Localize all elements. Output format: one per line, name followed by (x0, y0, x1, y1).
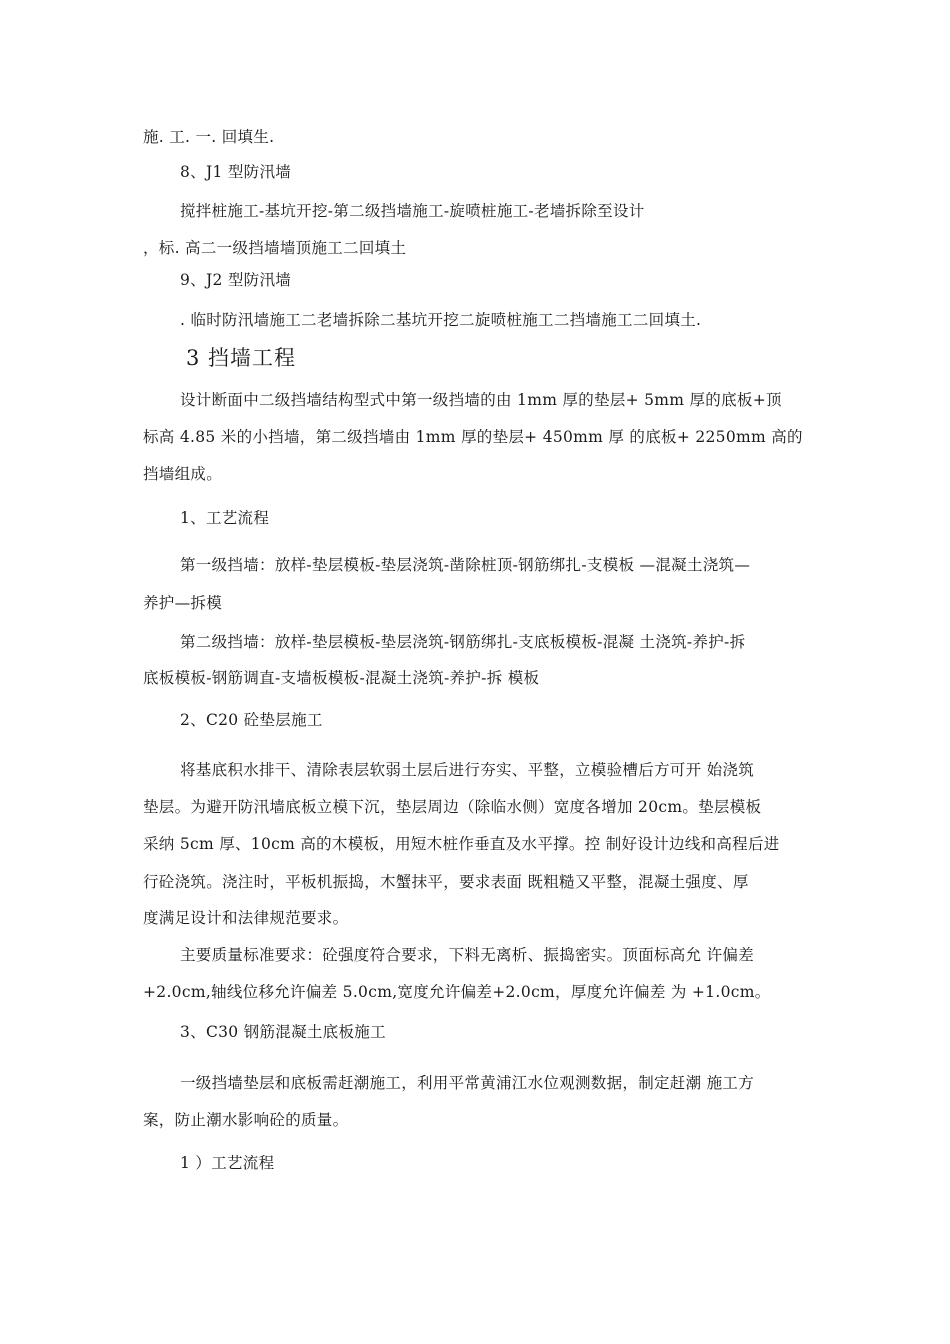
subsection-title: 1、工艺流程 (180, 509, 270, 527)
text-line: 垫层。为避开防汛墙底板立模下沉，垫层周边（除临水侧）宽度各增加 20cm。垫层模板 (143, 798, 762, 816)
text-line: 采纳 5cm 厚、10cm 高的木模板，用短木桩作垂直及水平撑。控 制好设计边线和高程后进 (143, 835, 780, 853)
text-line: 底板模板-钢筋调直-支墙板模板-混凝土浇筑-养护-拆 模板 (143, 669, 540, 687)
section-9-title: 9、J2 型防汛墙 (180, 271, 292, 289)
subsection-title: 2、C20 砼垫层施工 (180, 711, 323, 729)
text-line: 度满足设计和法律规范要求。 (143, 909, 349, 927)
section-heading: 3 挡墙工程 (186, 346, 297, 370)
text-line: ，标. 高二一级挡墙墙顶施工二回填土 (143, 239, 407, 257)
text-line: 案，防止潮水影响砼的质量。 (143, 1111, 349, 1129)
text-line: 养护—拆模 (143, 594, 223, 612)
text-line: 搅拌桩施工-基坑开挖-第二级挡墙施工-旋喷桩施工-老墙拆除至设计 (180, 202, 645, 220)
text-line: +2.0cm,轴线位移允许偏差 5.0cm,宽度允许偏差+2.0cm，厚度允许偏差 为 +1.0cm。 (143, 983, 771, 1001)
subsection-title: 1 ）工艺流程 (180, 1154, 275, 1172)
text-line: 将基底积水排干、清除表层软弱土层后进行夯实、平整，立模验槽后方可开 始浇筑 (180, 761, 755, 779)
text-line: 行砼浇筑。浇注时，平板机振捣，木蟹抹平，要求表面 既粗糙又平整，混凝土强度、厚 (143, 873, 749, 891)
text-line: 主要质量标准要求：砼强度符合要求，下料无离析、振捣密实。顶面标高允 许偏差 (180, 946, 755, 964)
text-line: 一级挡墙垫层和底板需赶潮施工，利用平常黄浦江水位观测数据，制定赶潮 施工方 (180, 1074, 755, 1092)
text-line: 设计断面中二级挡墙结构型式中第一级挡墙的由 1mm 厚的垫层+ 5mm 厚的底板+顶 (180, 391, 782, 409)
text-line: 挡墙组成。 (143, 465, 223, 483)
text-line: 施. 工. 一. 回填生. (143, 128, 275, 146)
section-8-title: 8、J1 型防汛墙 (180, 163, 292, 181)
text-line: 第二级挡墙：放样-垫层模板-垫层浇筑-钢筋绑扎-支底板模板-混凝 土浇筑-养护-拆 (180, 633, 746, 651)
subsection-title: 3、C30 钢筋混凝土底板施工 (180, 1023, 386, 1041)
text-line: . 临时防汛墙施工二老墙拆除二基坑开挖二旋喷桩施工二挡墙施工二回填土. (180, 311, 702, 329)
text-line: 第一级挡墙：放样-垫层模板-垫层浇筑-凿除桩顶-钢筋绑扎-支模板 —混凝土浇筑— (180, 556, 751, 574)
text-line: 标高 4.85 米的小挡墙，第二级挡墙由 1mm 厚的垫层+ 450mm 厚 的底板+ 2250mm 高的 (143, 428, 803, 446)
